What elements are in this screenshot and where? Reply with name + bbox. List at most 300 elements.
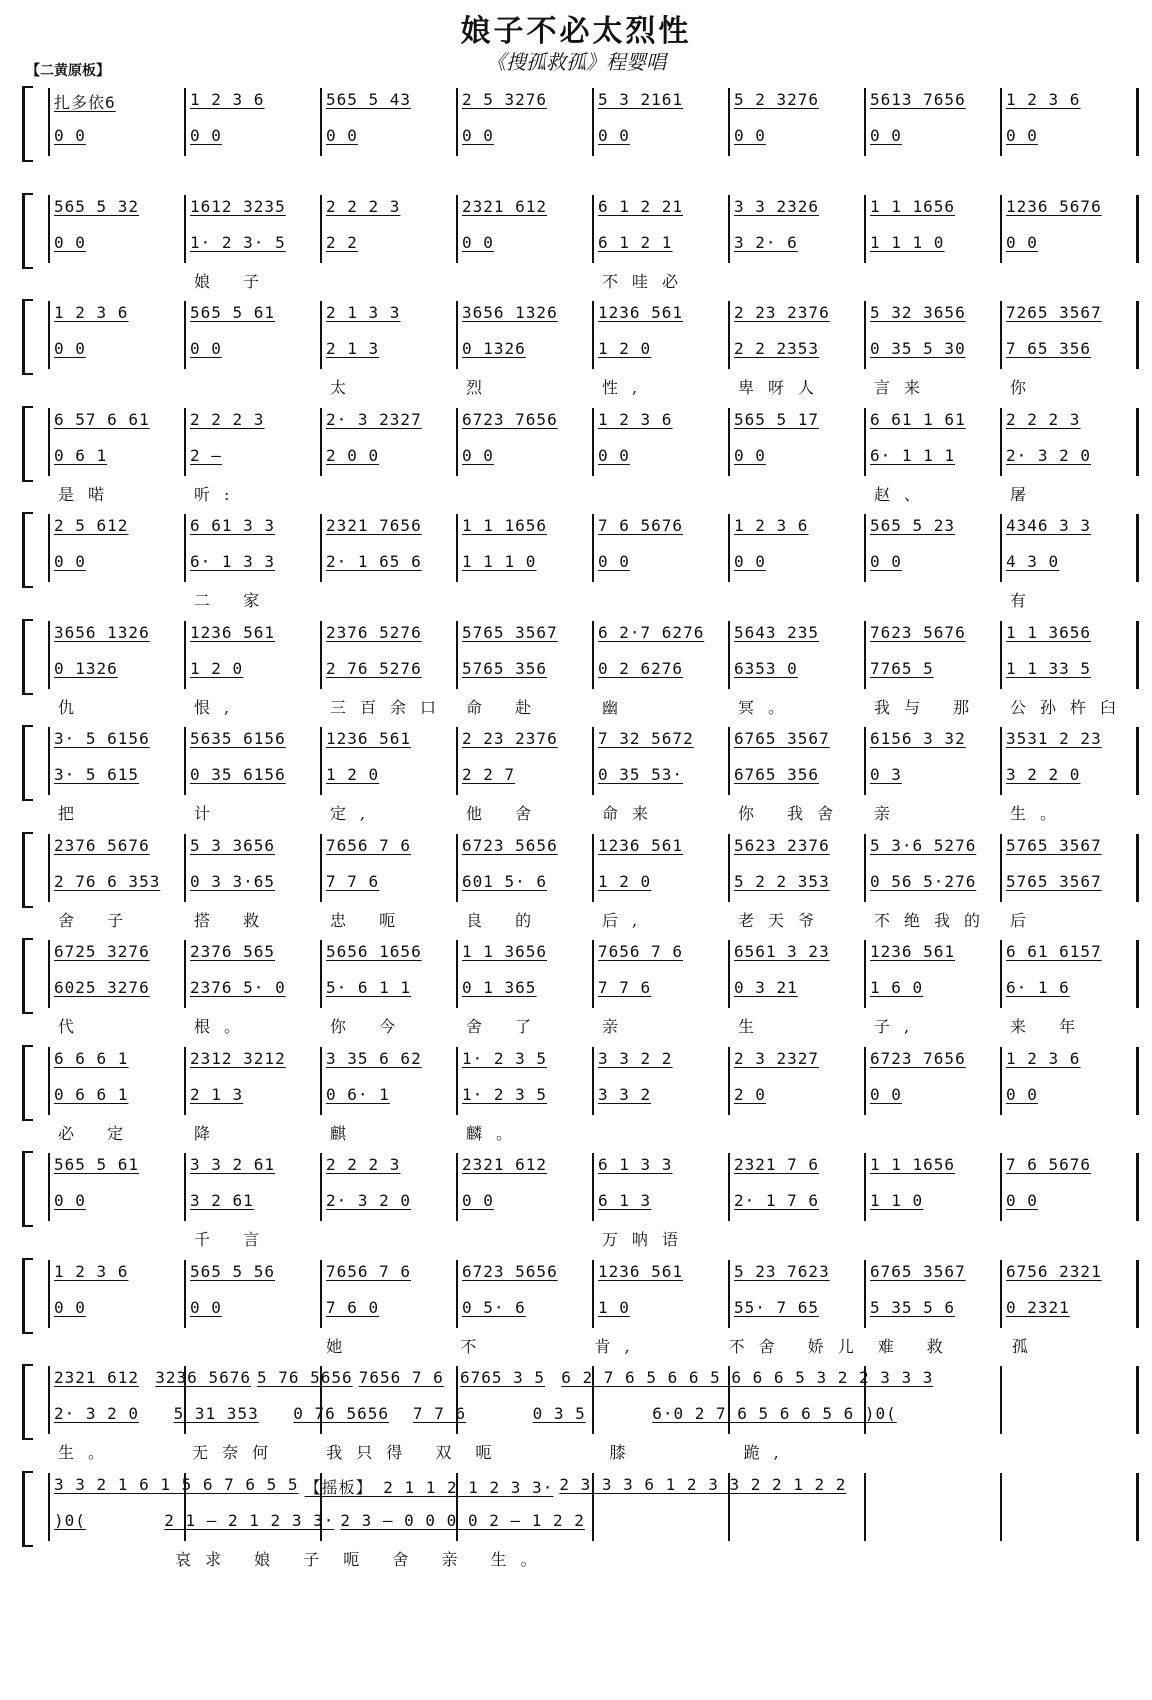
measure: 7 7 6 [598,978,652,997]
accompaniment-line [48,836,1136,858]
measure [1020,1475,1078,1497]
measure [846,1475,904,1497]
barline [1136,1153,1139,1221]
measure: 3 3 2 1 6 1 5 6 7 6 5 5 [54,1474,299,1494]
measure: 1 1 3656 [462,942,548,961]
measure: 2 3 2327 [734,1048,820,1068]
lyric: 不舍 娇儿 [728,1336,868,1356]
measure: 6 1 3 [598,1191,652,1210]
measure: 2· 1 7 6 [734,1191,820,1210]
measure: 2 0 [734,1084,766,1104]
lyric [868,1440,1002,1463]
lyric: 卑呀人 [738,378,829,397]
measure: 2 2 7 [462,765,516,784]
lyric: 无奈何 [192,1443,283,1462]
vocal-line [48,1085,1136,1107]
lyric [592,482,728,505]
measure: 2 23 2376 [734,303,830,322]
measure: 1236 561 [598,303,684,322]
measure: 3 3 2 61 [190,1155,276,1174]
measure: 7656 7 6 [326,1261,412,1281]
measure: 2 1 3 [326,339,380,358]
measure: 7765 5 [870,658,934,678]
lyric: 难 救 [877,1336,957,1356]
measure [962,1475,1020,1497]
measure: 7 32 5672 [598,729,694,748]
lyric: 言来 [874,378,935,397]
measure: 2 23 2376 [462,729,558,748]
measure: 7 7 6 [412,1404,467,1423]
measure: 2 5 3276 [462,90,548,109]
barline [1136,514,1139,582]
system-brace [22,725,33,801]
measure: 5 35 5 6 [870,1297,956,1317]
measure: 5613 7656 [870,90,966,109]
measure: 3531 2 23 [1006,729,1102,748]
lyric: 命来 [602,804,663,823]
measure: 6· 1 1 1 [870,445,956,465]
lyric: 肯, [594,1336,644,1356]
vocal-line [48,765,1136,787]
accompaniment-line [48,90,1136,112]
measure: 0 0 [734,552,766,571]
measure: 0 5· 6 [462,1297,526,1317]
vocal-line [48,1298,1136,1320]
lyric: 千 言 [194,1230,274,1249]
measure: 1 1 33 5 [1006,658,1092,678]
measure: 0 76 5656 [293,1404,389,1423]
system-brace [22,1258,33,1334]
lyric: 是喏 [58,484,119,504]
measure: 565 5 43 [326,90,412,109]
lyrics-line [48,375,1136,398]
accompaniment-line [48,1049,1136,1071]
lyric: 把 [58,804,89,823]
lyric [1000,269,1136,292]
barline [1136,727,1139,795]
measure: 2321 612 [54,1368,140,1387]
measure: 0 0 [326,126,358,145]
accompaniment-line [48,516,1136,538]
measure: 0 1326 [462,339,526,358]
lyrics-line [48,482,1136,505]
lyric: 命 赴 [466,697,546,717]
lyrics-line [48,1440,1136,1463]
accompaniment-line [48,729,1136,751]
barline [1136,1366,1139,1434]
staff-system [22,938,1140,1038]
measure: 3 3 2 2 [598,1048,673,1068]
measure: 0 0 [870,126,902,145]
lyrics-line [48,1121,1136,1144]
lyric: 忠 呃 [330,910,410,930]
measure: 2 1 — 2 1 2 3 3· [164,1510,335,1530]
lyric [902,1547,1019,1570]
measure: 7623 5676 [870,622,966,642]
measure: 0 1326 [54,658,118,678]
measure: 1· 2 3· 5 [190,232,286,252]
measure: 0 56 5·276 [870,871,977,891]
barline [1136,301,1139,369]
measure: 5643 235 [734,622,820,642]
lyric: 来 年 [1010,1017,1090,1036]
system-brace [22,299,33,375]
measure: 0 3 21 [734,978,798,997]
measure: 6156 3 32 [870,729,966,748]
measure: 1 2 0 [326,765,380,784]
measure [897,1404,1017,1426]
measure: 0 0 [54,339,86,358]
staff-system [22,299,1140,399]
lyric [320,269,456,292]
lyric: 幽 [602,697,633,717]
measure: 5· 6 1 1 [326,978,412,997]
measure: 5 23 7623 [734,1261,830,1281]
measure: 6765 3567 [870,1261,966,1281]
measure: 5 2 3276 [734,90,820,109]
measure: 6723 7656 [870,1048,966,1068]
measure: 0 0 [1006,126,1038,145]
lyric [48,375,184,398]
lyric: 三百余口 [330,697,451,717]
measure: 7656 7 6 [598,942,684,961]
measure: 6723 5656 [462,1261,558,1281]
lyric [48,1227,184,1250]
vocal-line [48,552,1136,574]
measure: 【摇板】 2 1 1 2 1 2 3 3· [304,1477,554,1497]
lyric [864,588,1000,611]
lyrics-line [48,1227,1136,1250]
lyric: 屠 [1010,484,1041,504]
lyric: 生。 [58,1443,119,1462]
lyrics-line [48,588,1136,611]
measure: 5 3·6 5276 [870,835,977,855]
measure: 0 0 [734,126,766,145]
lyric: 定, [330,804,380,823]
measure: 1 2 0 [598,339,652,358]
measure: 3236 5676 [155,1368,251,1387]
measure: 1 2 3 6 [190,90,265,109]
lyric: 你 今 [330,1017,410,1036]
lyric: 赵、 [874,484,935,504]
measure: 7656 7 6 [358,1368,444,1387]
vocal-line [48,1404,1136,1426]
measure: 2 3 — 0 0 0 0 2 — 1 2 2 [340,1510,585,1530]
measure: 2321 7 6 [734,1155,820,1174]
measure: 0 35 5 30 [870,339,966,358]
measure: 6765 3567 [734,729,830,748]
measure: 3 2· 6 [734,232,798,252]
lyric [1000,1227,1136,1250]
measure: 6 1 2 21 [598,196,684,216]
lyric [1000,1121,1136,1144]
measure: 565 5 56 [190,1261,276,1281]
lyric: 根。 [194,1017,255,1036]
measure: 0 0 [598,552,630,571]
measure: 5765 3567 [1006,835,1102,855]
lyric [864,1227,1000,1250]
measure: 4346 3 3 [1006,516,1092,535]
measure: 6 6 6 1 [54,1048,129,1068]
measure: 1 1 0 [870,1191,924,1210]
measure: 7 6 5676 [1006,1155,1092,1174]
staff-system [22,512,1140,612]
lyric: 不哇必 [602,271,693,291]
lyric [182,1334,316,1357]
measure: 0 6· 1 [326,1084,390,1104]
measure: 6 1 2 1 [598,232,673,252]
accompaniment-line [48,1475,1136,1497]
lyric: 有 [1010,591,1041,610]
measure: 0 0 [190,126,222,145]
staff-system [22,1364,1140,1464]
measure: 6723 7656 [462,409,558,429]
measure: 0 35 53· [598,765,684,784]
lyric: 搭 救 [194,910,274,930]
measure: 3656 1326 [462,303,558,322]
measure: 2· 1 65 6 [326,552,422,571]
lyric: 计 [194,804,225,823]
staff-system [22,1151,1140,1251]
lyric [728,482,864,505]
lyric [320,1227,456,1250]
lyric: 他 舍 [466,804,546,823]
measure: 0 35 6156 [190,765,286,784]
measure [904,1475,962,1497]
measure: 601 5· 6 [462,871,548,891]
lyric: 她 [326,1336,357,1356]
measure: 6 1 3 3 [598,1155,673,1174]
staff-system [22,619,1140,719]
lyrics-line [48,1334,1136,1357]
measure: 2 2 2353 [734,339,820,358]
lyric: 舍 了 [466,1017,546,1036]
measure: 1 1 1656 [462,516,548,535]
measure: 6353 0 [734,658,798,678]
accompaniment-line [48,410,1136,432]
measure: 565 5 61 [190,303,276,322]
staff-system [22,1471,1140,1571]
barline [1136,88,1139,156]
measure: 7 6 5676 [598,516,684,535]
lyric: 仇 [58,697,89,717]
lyric: 万呐语 [602,1230,693,1249]
system-brace [22,1471,33,1547]
measure: 55· 7 65 [734,1297,820,1317]
lyric [48,1547,165,1570]
system-brace [22,406,33,482]
vocal-line [48,872,1136,894]
lyric [320,482,456,505]
lyric: 舍 子 [58,910,138,930]
measure: 6561 3 23 [734,942,830,961]
lyric: 麟。 [466,1123,527,1143]
measure: 0 0 [54,1297,86,1317]
song-title: 娘子不必太烈性 [460,14,692,49]
lyric: 不绝我的 [874,910,995,930]
measure: 2 76 5276 [326,658,422,678]
lyric: 生 [738,1017,769,1036]
measure: 5 3 2161 [598,90,684,109]
measure: 5 32 3656 [870,303,966,322]
measure: 0 6 6 1 [54,1084,129,1104]
measure: 6 57 6 61 [54,409,150,429]
measure: 0 1 365 [462,978,537,997]
measure: 3 3 2 [598,1084,652,1104]
lyric [592,1121,728,1144]
measure: 2376 5· 0 [190,978,286,997]
system-brace [22,193,33,269]
measure: 2376 5676 [54,835,150,855]
measure: 0 0 [462,232,494,252]
vocal-line [48,233,1136,255]
measure: 2· 3 2 0 [1006,445,1092,465]
measure: 1236 561 [190,622,276,642]
measure: 2 0 0 [326,445,380,465]
measure: 0 2 6276 [598,658,684,678]
accompaniment-line [48,197,1136,219]
lyric: 你 [1010,378,1041,397]
measure: 0 3 3·65 [190,871,276,891]
measure: 0 0 [190,339,222,358]
barline [1136,940,1139,1008]
accompaniment-line [48,1262,1136,1284]
lyric: 我与 那 [874,697,984,717]
measure [1016,1404,1136,1426]
measure: 2 2 2 3 [190,409,265,429]
measure [916,1511,1026,1533]
lyric: 后, [602,910,652,930]
lyric: 后 [1010,910,1041,930]
measure: 2 1 3 3 [326,303,401,322]
measure: 6 61 3 3 [190,516,276,535]
system-brace [22,619,33,695]
barline [1136,1047,1139,1115]
measure: 0 0 [1006,232,1038,252]
lyrics-line [48,695,1136,718]
lyric: 恨, [194,697,244,717]
vocal-line [48,446,1136,468]
lyric [728,269,864,292]
measure: 1· 2 3 5 [462,1048,548,1068]
measure [933,1368,1034,1390]
measure: 2376 5276 [326,622,422,642]
measure: 1 2 3 6 [598,409,673,429]
vocal-line [48,659,1136,681]
system-brace [22,1151,33,1227]
measure: 2 2 2 3 [326,196,401,216]
lyric [728,588,864,611]
measure: 0 0 [54,232,86,252]
lyric [456,482,592,505]
measure: 0 0 [190,1297,222,1317]
system-brace [22,832,33,908]
measure [695,1511,805,1533]
system-brace [22,1045,33,1121]
lyric: 良 的 [466,910,546,930]
measure: 5765 3567 [1006,871,1102,891]
measure: 1 1 1656 [870,1155,956,1174]
staff-system [22,725,1140,825]
lyric [728,1121,864,1144]
measure: 2312 3212 [190,1048,286,1068]
measure: 6 2·7 6276 [598,622,705,642]
vocal-line [48,1191,1136,1213]
measure: 7 7 6 [326,871,380,891]
lyrics-line [48,801,1136,824]
measure: 7265 3567 [1006,303,1102,322]
lyric [48,269,184,292]
measure: 3· 5 6156 [54,729,150,748]
staff-system [22,1258,1140,1358]
lyric [1019,1547,1136,1570]
measure: 0 0 [1006,1191,1038,1210]
measure: 2321 612 [462,196,548,216]
measure: 1 2 0 [598,871,652,891]
song-subtitle: 《搜孤救孤》程婴唱 [486,50,666,74]
lyric [456,588,592,611]
lyric [1002,1440,1136,1463]
measure: 6765 356 [734,765,820,784]
measure: 1 2 3 6 [1006,90,1081,109]
measure: 0 0 [462,1191,494,1210]
lyric: 跪, [743,1443,793,1462]
measure: 7 6 0 [326,1297,380,1317]
lyric: 呃 [475,1443,506,1462]
measure: 6·0 2 7 6 5 6 6 5 6 )0( [652,1404,897,1423]
measure: 1 1 3656 [1006,622,1092,642]
measure: 2 2 2 3 [326,1155,401,1174]
accompaniment-line [48,942,1136,964]
barline [1136,195,1139,263]
lyric [864,269,1000,292]
lyric: 子, [874,1017,924,1036]
barline [1136,408,1139,476]
measure: 0 6 1 [54,445,108,465]
measure: 5635 6156 [190,729,286,748]
measure [805,1511,915,1533]
measure: 1 2 3 6 [54,1261,129,1281]
measure: 0 3 [870,765,902,784]
barline [1136,834,1139,902]
measure: 6· 1 3 3 [190,552,276,571]
measure: 5765 356 [462,658,548,678]
measure: 1236 561 [326,729,412,748]
lyric: 麒 [330,1123,361,1143]
accompaniment-line [48,623,1136,645]
measure: 2· 3 2 0 [326,1191,412,1210]
measure: 2· 3 2 0 [54,1404,140,1423]
measure: 0 0 [462,126,494,145]
lyric: 生。 [1010,804,1071,823]
measure: 0 0 [462,445,494,465]
measure: 5 31 353 [173,1404,259,1423]
staff-system [22,1045,1140,1145]
vocal-line [48,978,1136,1000]
measure: 5765 3567 [462,622,558,642]
measure: 2 5 612 [54,516,129,535]
measure: 0 0 [734,445,766,465]
accompaniment-line [48,303,1136,325]
measure: 1236 561 [870,942,956,961]
vocal-line [48,339,1136,361]
staff-system [22,832,1140,932]
lyric: 公孙杵臼 [1010,697,1131,717]
measure: 5 3 3656 [190,835,276,855]
barline [1136,1260,1139,1328]
measure: 6· 1 6 [1006,978,1070,997]
measure: 2 2 [326,232,358,252]
